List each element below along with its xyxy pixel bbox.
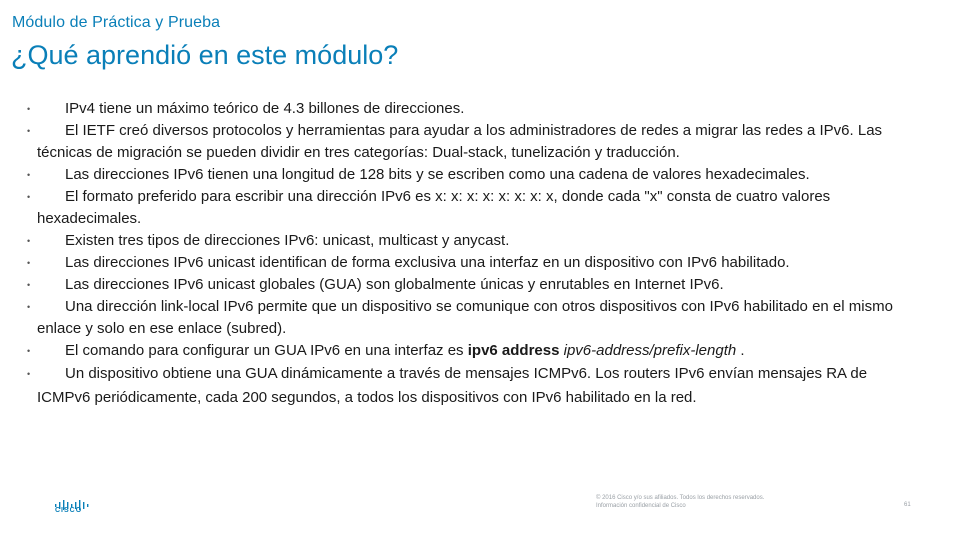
bullet-item [27,186,905,230]
bullet-text: El formato preferido para escribir una dirección IPv6 es x: x: x: x: x: x: x: x, donde cada "x" consta de cuatro valores hexadecimales. [37,188,831,227]
footer-copyright: © 2016 Cisco y/o sus afiliados. Todos los derechos reservados. [596,495,765,501]
bullet-text: Existen tres tipos de direcciones IPv6: unicast, multicast y anycast. [65,232,510,249]
bullet-icon: • [27,280,31,290]
command-argument: ipv6-address/prefix-length [559,342,737,359]
bullet-icon: • [27,104,31,114]
footer-legal [596,494,764,510]
bullet-text: Una dirección link-local IPv6 permite que un dispositivo se comunique con otros dispositivos con IPv6 habilitado en el mismo enlace y solo en ese enlace (subred). [37,298,893,337]
bullet-text: Un dispositivo obtiene una GUA dinámicamente a través de mensajes ICMPv6. Los routers IPv6 envían mensajes RA de ICMPv6 periódicamente, cada 200 segundos, a todos los dispositivos con IPv6 habilitado en la red. [37,365,868,406]
bullet-icon: • [27,302,31,312]
bullet-item [27,164,905,186]
bullet-text-prefix: El comando para configurar un GUA IPv6 en una interfaz es [65,342,468,359]
bullet-item [27,120,905,164]
bullet-icon: • [27,236,31,246]
bullet-item [27,230,905,252]
bullet-icon: • [27,258,31,268]
bullet-item [27,252,905,274]
bullet-icon: • [27,369,31,379]
summary-bullet-list [27,98,905,410]
bullet-item [27,340,905,362]
command-keyword: ipv6 address [467,342,560,359]
bullet-text: El IETF creó diversos protocolos y herramientas para ayudar a los administradores de redes a migrar las redes a IPv6. Las técnicas de migración se pueden dividir en tres categorías: Dual-stack, tunelización y traducción. [37,122,883,161]
bullet-text-suffix: . [736,342,745,359]
bullet-text: IPv4 tiene un máximo teórico de 4.3 billones de direcciones. [65,100,465,117]
slide-subtitle: Módulo de Práctica y Prueba [12,14,221,31]
footer-confidential: Información confidencial de Cisco [596,503,686,509]
bullet-text: Las direcciones IPv6 tienen una longitud de 128 bits y se escriben como una cadena de valores hexadecimales. [65,166,810,183]
bullet-text: Las direcciones IPv6 unicast identifican de forma exclusiva una interfaz en un dispositivo con IPv6 habilitado. [65,254,790,271]
bullet-item [27,98,905,120]
bullet-icon: • [27,126,31,136]
bullet-icon: • [27,192,31,202]
bullet-item [27,274,905,296]
cisco-logo-text: CISCO [55,507,83,514]
bullet-item [27,296,905,340]
slide-title: ¿Qué aprendió en este módulo? [11,40,399,70]
page-number: 61 [904,502,911,508]
bullet-text: Las direcciones IPv6 unicast globales (GUA) son globalmente únicas y enrutables en Internet IPv6. [65,276,724,293]
bullet-item [27,362,905,410]
bullet-icon: • [27,170,31,180]
bullet-icon: • [27,346,31,356]
